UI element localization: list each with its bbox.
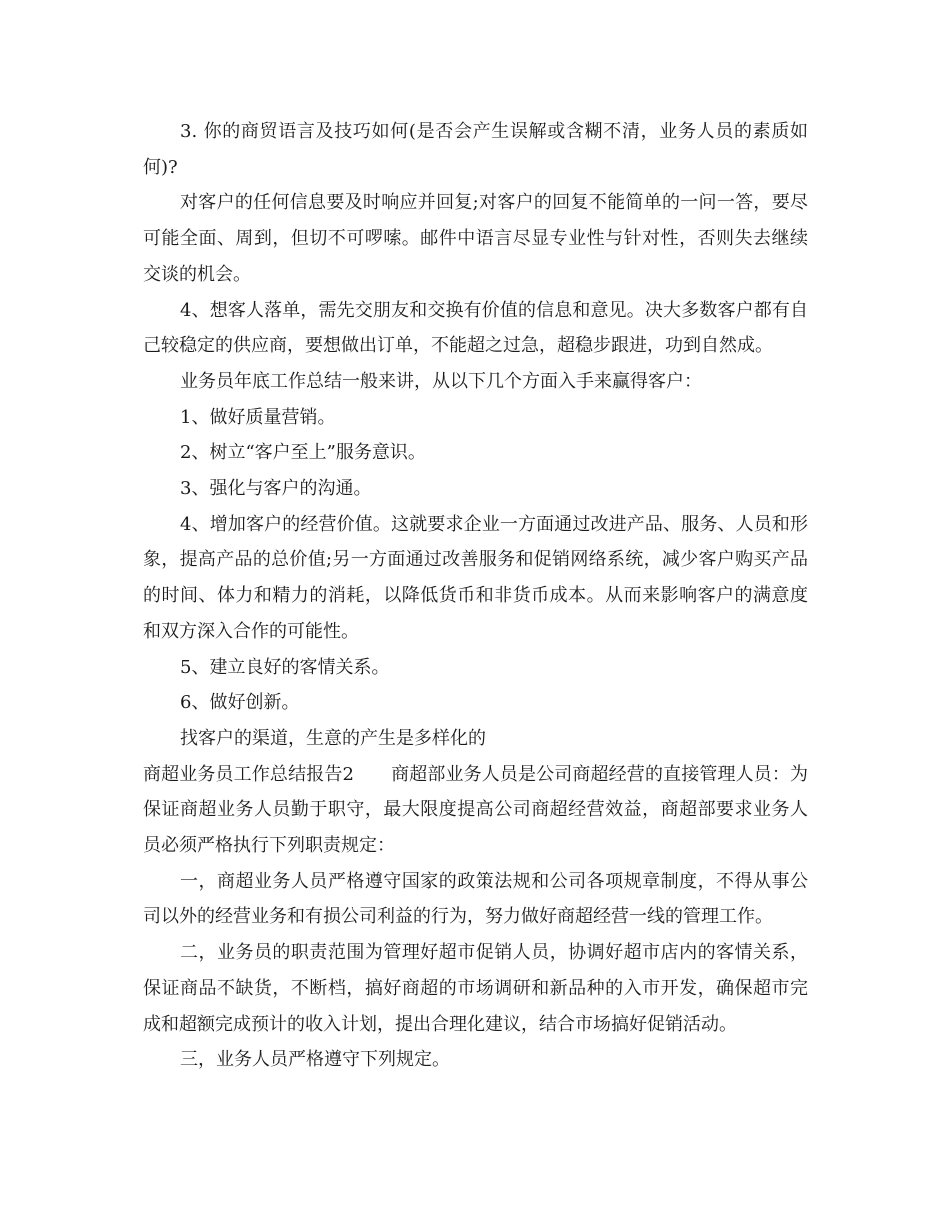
paragraph-duty-1: 一，商超业务人员严格遵守国家的政策法规和公司各项规章制度，不得从事公司以外的经营业务和有损公司利益的行为，努力做好商超经营一线的管理工作。 (143, 870, 808, 928)
list-item-business-value: 4、增加客户的经营价值。这就要求企业一方面通过改进产品、服务、人员和形象，提高产品的总价值;另一方面通过改善服务和促销网络系统，减少客户购买产品的时间、体力和精力的消耗，以降低货币和非货币成本。从而来影响客户的满意度和双方深入合作的可能性。 (143, 513, 808, 642)
paragraph-question-3: 3. 你的商贸语言及技巧如何(是否会产生误解或含糊不清，业务人员的素质如何)? (143, 121, 808, 178)
section-heading-paragraph (143, 757, 808, 864)
list-item-communication: 3、强化与客户的沟通。 (180, 478, 372, 500)
section-intro: 商超部业务人员是公司商超经营的直接管理人员：为保证商超业务人员勤于职守，最大限度提高公司商超经营效益，商超部要求业务人员必须严格执行下列职责规定： (143, 763, 809, 857)
document-body (143, 114, 808, 1078)
paragraph-duty-3: 三，业务人员严格遵守下列规定。 (180, 1049, 450, 1071)
list-item-innovation: 6、做好创新。 (180, 692, 300, 714)
paragraph-channels: 找客户的渠道，生意的产生是多样化的 (180, 727, 486, 749)
paragraph-summary-intro: 业务员年底工作总结一般来讲，从以下几个方面入手来赢得客户： (180, 370, 702, 392)
paragraph-duty-2: 二，业务员的职责范围为管理好超市促销人员，协调好超市店内的客情关系，保证商品不缺货，不断档，搞好商超的市场调研和新品种的入市开发，确保超市完成和超额完成预计的收入计划，提出合理化建议，结合市场搞好促销活动。 (143, 942, 808, 1035)
paragraph-reply-advice: 对客户的任何信息要及时响应并回复;对客户的回复不能简单的一问一答，要尽可能全面、周到，但切不可啰嗦。邮件中语言尽显专业性与针对性，否则失去继续交谈的机会。 (143, 192, 808, 285)
section-heading: 商超业务员工作总结报告2 (143, 763, 354, 785)
list-item-quality-marketing: 1、做好质量营销。 (180, 406, 336, 428)
list-item-customer-first: 2、树立“客户至上”服务意识。 (180, 442, 426, 464)
paragraph-point-4-order: 4、想客人落单，需先交朋友和交换有价值的信息和意见。决大多数客户都有自己较稳定的供应商，要想做出订单，不能超之过急，超稳步跟进，功到自然成。 (143, 299, 808, 357)
list-item-relationship: 5、建立良好的客情关系。 (180, 656, 390, 678)
